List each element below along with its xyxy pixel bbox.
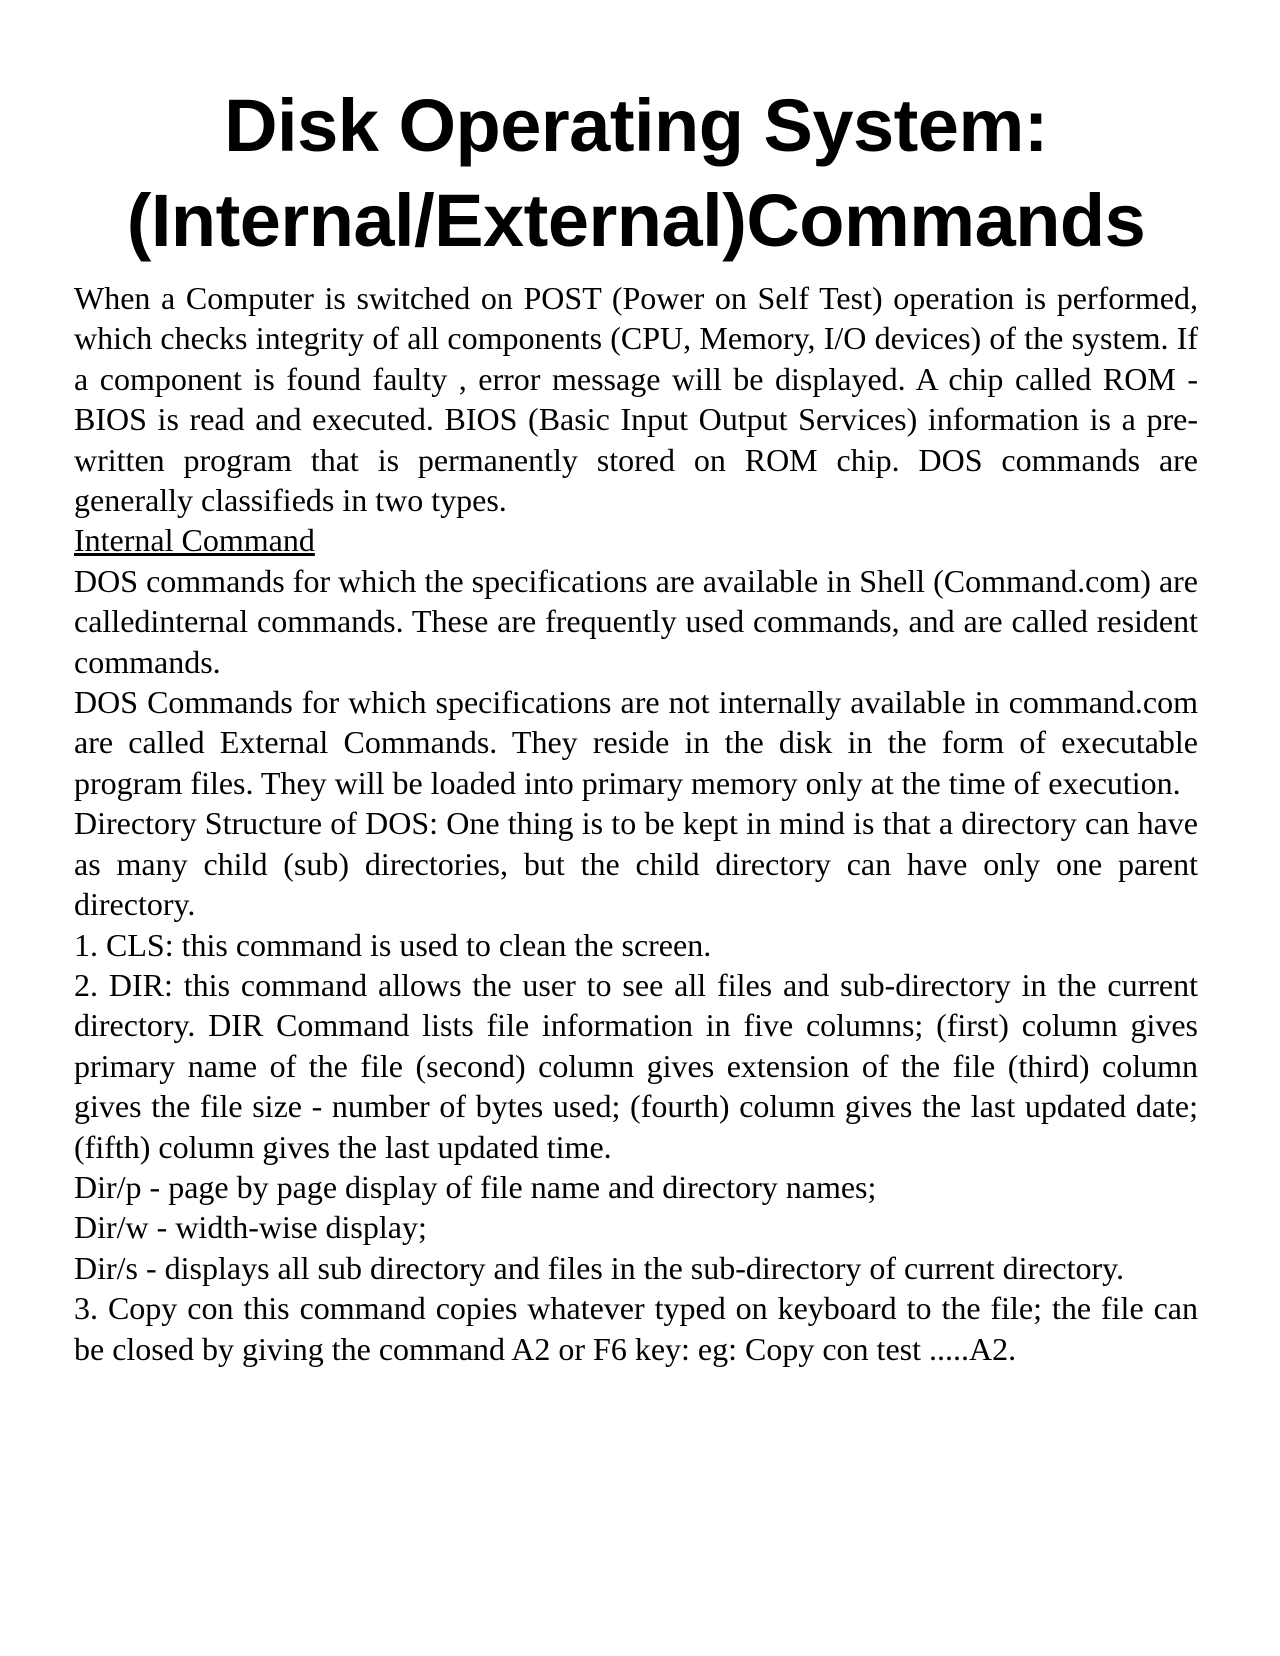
title-line-1: Disk Operating System:	[224, 84, 1048, 167]
title-line-2: (Internal/External)Commands	[126, 179, 1146, 262]
directory-structure-paragraph: Directory Structure of DOS: One thing is to be kept in mind is that a directory can have as many child (sub) directories, but the child directory can have only one parent directory.	[74, 805, 1198, 923]
dir-p-option: Dir/p - page by page display of file name and directory names;	[74, 1168, 877, 1205]
dir-command-item: 2. DIR: this command allows the user to see all files and sub-directory in the current directory. DIR Command lists file information in five columns; (first) column gives primary name of the file (second) column gives extension of the file (third) column gives the file size - number of bytes used; (fourth) column gives the last updated date; (fifth) column gives the last updated time.	[74, 966, 1198, 1165]
document-body	[74, 278, 1198, 1369]
document-page	[74, 78, 1198, 1369]
page-title	[74, 78, 1198, 268]
internal-command-heading: Internal Command	[74, 522, 315, 559]
copy-con-command-item: 3. Copy con this command copies whatever typed on keyboard to the file; the file can be closed by giving the command A2 or F6 key: eg: Copy con test .....A2.	[74, 1290, 1198, 1367]
cls-command-item: 1. CLS: this command is used to clean the screen.	[74, 926, 712, 963]
internal-command-paragraph: DOS commands for which the specifications are available in Shell (Command.com) are calledinternal commands. These are frequently used commands, and are called resident commands.	[74, 562, 1198, 680]
intro-paragraph: When a Computer is switched on POST (Power on Self Test) operation is performed, which checks integrity of all components (CPU, Memory, I/O devices) of the system. If a component is found faulty , error message will be displayed. A chip called ROM - BIOS is read and executed. BIOS (Basic Input Output Services) information is a pre-written program that is permanently stored on ROM chip. DOS commands are generally classifieds in two types.	[74, 280, 1198, 519]
dir-s-option: Dir/s - displays all sub directory and files in the sub-directory of current directory.	[74, 1249, 1125, 1286]
dir-w-option: Dir/w - width-wise display;	[74, 1209, 427, 1246]
external-command-paragraph: DOS Commands for which specifications are not internally available in command.com are called External Commands. They reside in the disk in the form of executable program files. They will be loaded into primary memory only at the time of execution.	[74, 684, 1198, 801]
